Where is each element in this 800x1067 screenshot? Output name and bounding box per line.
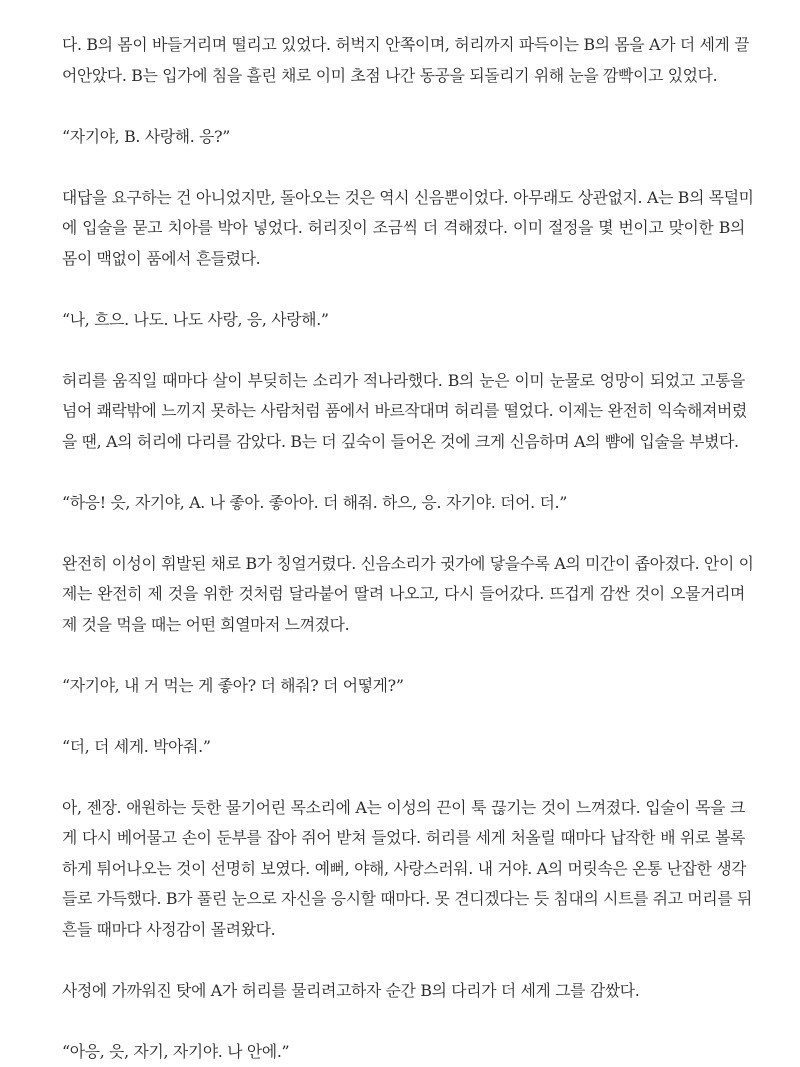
text-line: 완전히 이성이 휘발된 채로 B가 칭얼거렸다. 신음소리가 귓가에 닿을수록 A의 미간이 좁아졌다. 안이 이 [62,549,745,580]
text-line: “더, 더 세게. 박아줘.” [62,732,745,763]
text-line: 사정에 가까워진 탓에 A가 허리를 물리려고하자 순간 B의 다리가 더 세게 그를 감쌌다. [62,976,745,1007]
text-line: 넘어 쾌락밖에 느끼지 못하는 사람처럼 품에서 바르작대며 허리를 떨었다. 이제는 완전히 익숙해져버렸 [62,396,745,427]
dialogue-paragraph [62,122,745,153]
text-line: “자기야, 내 거 먹는 게 좋아? 더 해줘? 더 어떻게?” [62,671,745,702]
paragraph [62,549,745,641]
text-line: 대답을 요구하는 건 아니었지만, 돌아오는 것은 역시 신음뿐이었다. 아무래도 상관없지. A는 B의 목덜미 [62,183,745,214]
text-line: 몸이 맥없이 품에서 흔들렸다. [62,244,745,275]
text-line: 다. B의 몸이 바들거리며 떨리고 있었다. 허벅지 안쪽이며, 허리까지 파득이는 B의 몸을 A가 더 세게 끌 [62,30,745,61]
text-line: 들로 가득했다. B가 풀린 눈으로 자신을 응시할 때마다. 못 견디겠다는 듯 침대의 시트를 쥐고 머리를 뒤 [62,884,745,915]
text-line: 게 다시 베어물고 손이 둔부를 잡아 쥐어 받쳐 들었다. 허리를 세게 처올릴 때마다 납작한 배 위로 볼록 [62,823,745,854]
dialogue-paragraph [62,671,745,702]
text-line: 을 땐, A의 허리에 다리를 감았다. B는 더 깊숙이 들어온 것에 크게 신음하며 A의 뺨에 입술을 부볐다. [62,427,745,458]
text-line: “나, 흐으. 나도. 나도 사랑, 응, 사랑해.” [62,305,745,336]
text-line: 하게 튀어나오는 것이 선명히 보였다. 예뻐, 야해, 사랑스러워. 내 거야. A의 머릿속은 온통 난잡한 생각 [62,854,745,885]
text-line: 제 것을 먹을 때는 어떤 희열마저 느껴졌다. [62,610,745,641]
paragraph [62,366,745,458]
text-line: “하응! 읏, 자기야, A. 나 좋아. 좋아아. 더 해줘. 하으, 응. 자기야. 더어. 더.” [62,488,745,519]
paragraph [62,976,745,1007]
text-line: 허리를 움직일 때마다 살이 부딪히는 소리가 적나라했다. B의 눈은 이미 눈물로 엉망이 되었고 고통을 [62,366,745,397]
text-line: “아응, 읏, 자기, 자기야. 나 안에.” [62,1037,745,1067]
dialogue-paragraph [62,1037,745,1067]
dialogue-paragraph [62,488,745,519]
dialogue-paragraph [62,732,745,763]
text-line: 에 입술을 묻고 치아를 박아 넣었다. 허리짓이 조금씩 더 격해졌다. 이미 절정을 몇 번이고 맞이한 B의 [62,213,745,244]
paragraph [62,793,745,946]
text-line: “자기야, B. 사랑해. 응?” [62,122,745,153]
text-line: 아, 젠장. 애원하는 듯한 물기어린 목소리에 A는 이성의 끈이 툭 끊기는 것이 느껴졌다. 입술이 목을 크 [62,793,745,824]
text-line: 흔들 때마다 사정감이 몰려왔다. [62,915,745,946]
dialogue-paragraph [62,305,745,336]
text-line: 어안았다. B는 입가에 침을 흘린 채로 이미 초점 나간 동공을 되돌리기 위해 눈을 깜빡이고 있었다. [62,61,745,92]
paragraph [62,30,745,91]
paragraph [62,183,745,275]
text-line: 제는 완전히 제 것을 위한 것처럼 달라붙어 딸려 나오고, 다시 들어갔다. 뜨겁게 감싼 것이 오물거리며 [62,579,745,610]
